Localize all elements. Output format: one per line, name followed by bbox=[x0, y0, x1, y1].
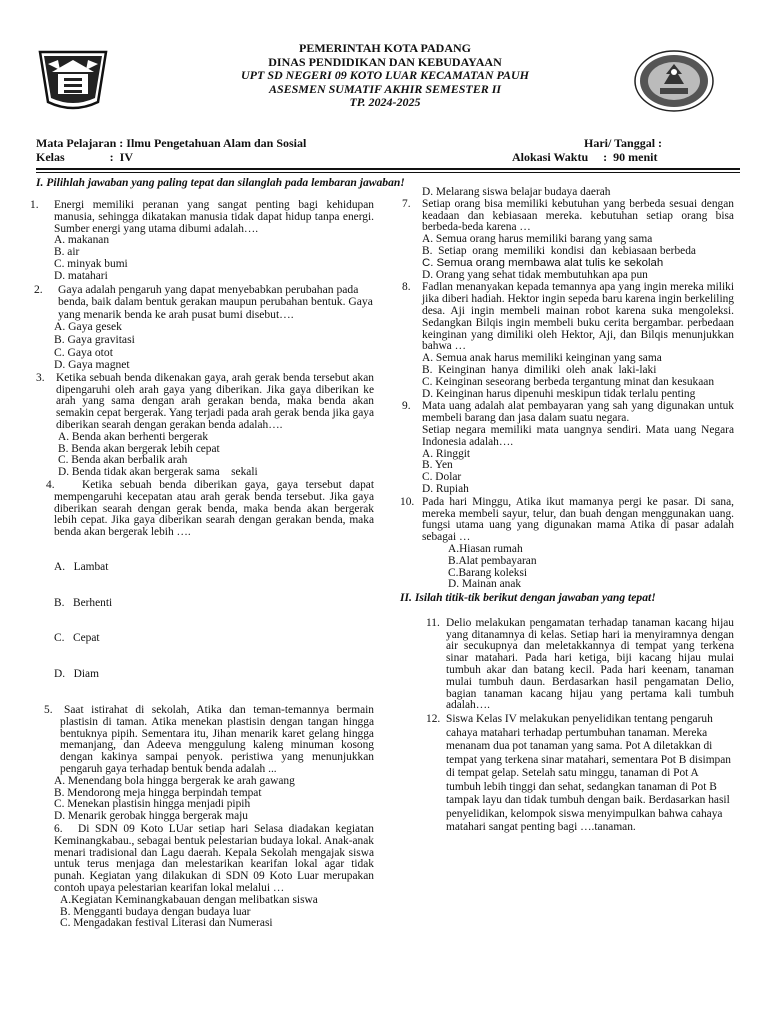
question-text: Ketika sebuah benda diberikan gaya, gaya tersebut dapat mempengaruhi kecepatan atau arah gerak benda tersebut. Jika gaya diberikan searah dengan gerak benda, maka benda akan bergerak lebih cepat. Jika gaya diberikan searah dengan gerakan benda, maka benda akan bergerak lebih …. bbox=[54, 478, 374, 539]
option-c[interactable]: C. Benda akan berbalik arah bbox=[58, 454, 188, 467]
subject-label: Mata Pelajaran : Ilmu Pengetahuan Alam dan Sosial bbox=[36, 136, 307, 150]
option-c[interactable]: C. Menekan plastisin hingga menjadi pipih bbox=[54, 798, 251, 811]
question-number: 12. bbox=[426, 713, 441, 726]
question-number: 8. bbox=[402, 281, 411, 294]
question-9 bbox=[402, 401, 734, 495]
right-column bbox=[402, 187, 734, 835]
option-d[interactable]: D. Rupiah bbox=[422, 482, 469, 495]
option-c[interactable]: C. Keinginan seseorang berbeda tergantung minat dan kesukaan bbox=[422, 375, 715, 388]
question-number: 2. bbox=[34, 282, 43, 296]
option-a[interactable]: A. Lambat bbox=[54, 561, 109, 574]
option-d[interactable]: D. Gaya magnet bbox=[54, 358, 130, 372]
question-3 bbox=[36, 373, 374, 479]
exam-meta bbox=[36, 137, 736, 164]
option-b[interactable]: B. Mengganti budaya dengan budaya luar bbox=[60, 905, 251, 918]
question-number: 11. bbox=[426, 616, 440, 629]
option-b[interactable]: B. Gaya gravitasi bbox=[54, 332, 135, 346]
question-number: 4. bbox=[46, 478, 55, 491]
option-c[interactable]: C. Gaya otot bbox=[54, 345, 113, 359]
question-number: 10. bbox=[400, 495, 415, 508]
tut-wuri-handayani-logo-icon bbox=[634, 50, 714, 112]
question-text: Siswa Kelas IV melakukan penyelidikan tentang pengaruh cahaya matahari terhadap pertumbuhan tanaman. Mereka menanam dua pot tanaman yang sama. Pot A diletakkan di tempat yang terkena sinar matahari, sementara Pot B disimpan di tempat gelap. Setelah satu minggu, tanaman di Pot A tumbuh lebih tinggi dan sehat, sedangkan tanaman di Pot B tampak layu dan tidak tumbuh dengan baik. Berdasarkan hasil penyelidikan, kelompok siswa menyimpulkan bahwa cahaya matahari sangat penting bagi ….tanaman. bbox=[446, 713, 731, 834]
option-d[interactable]: D. matahari bbox=[54, 269, 108, 282]
question-number: 5. bbox=[44, 704, 53, 717]
question-number: 9. bbox=[402, 400, 411, 413]
option-b[interactable]: B.Alat pembayaran bbox=[448, 554, 537, 567]
question-text: Ketika sebuah benda dikenakan gaya, arah gerak benda tersebut akan dipengaruhi oleh arah gaya yang diberikan. Jika gaya diberikan ke arah yang sama dengan arah gerakan benda, maka benda akan semakin cepat bergerak. Yang terjadi pada arah gerak benda jika gaya diberikan searah dengan gerakan benda adalah…. bbox=[56, 371, 374, 431]
question-number: 6. bbox=[54, 823, 63, 836]
option-d[interactable]: D. Menarik gerobak hingga bergerak maju bbox=[54, 810, 248, 823]
option-b[interactable]: B. Setiap orang memiliki kondisi dan kebiasaan berbeda bbox=[422, 244, 696, 257]
option-c[interactable]: C. Semua orang membawa alat tulis ke sekolah bbox=[422, 256, 664, 269]
option-d[interactable]: D. Mainan anak bbox=[448, 578, 522, 591]
header-line-4: ASESMEN SUMATIF AKHIR SEMESTER II bbox=[268, 81, 502, 96]
option-b[interactable]: B. Mendorong meja hingga berpindah tempat bbox=[54, 786, 262, 799]
time-allocation-label: Alokasi Waktu : 90 menit bbox=[512, 149, 658, 164]
header-line-5: TP. 2024-2025 bbox=[349, 95, 421, 110]
header-line-1: PEMERINTAH KOTA PADANG bbox=[298, 41, 471, 55]
option-d[interactable]: D. Orang yang sehat tidak membutuhkan apa pun bbox=[422, 268, 648, 281]
question-text: Fadlan menanyakan kepada temannya apa yang ingin mereka miliki jika diberi hadiah. Hektor ingin sepeda baru karena ingin berkeliling desa. Aji ingin membeli mainan robot karena suka mengoleksi. Sedangkan Bilqis ingin membeli buku cerita bergambar. perbedaan keinginan yang dimiliki oleh Hektor, Aji, dan Bilqis menunjukkan bahwa … bbox=[422, 281, 734, 353]
option-d[interactable]: D. Diam bbox=[54, 667, 99, 680]
question-10 bbox=[402, 497, 734, 591]
option-a[interactable]: A. Semua anak harus memiliki keinginan yang sama bbox=[422, 352, 662, 365]
question-text: Pada hari Minggu, Atika ikut mamanya pergi ke pasar. Di sana, mereka membeli sayur, telur, dan buah dengan menggunakan uang. fungsi utama uang yang digunakan mama Atika di pasar adalah sebagai … bbox=[422, 495, 734, 544]
header-line-3: UPT SD NEGERI 09 KOTO LUAR KECAMATAN PAUH bbox=[241, 68, 529, 83]
question-number: 1. bbox=[30, 199, 39, 211]
padang-city-emblem-icon bbox=[38, 48, 108, 112]
question-text-2: Setiap negara memiliki mata uangnya sendiri. Mata uang Negara Indonesia adalah…. bbox=[422, 423, 734, 448]
option-a[interactable]: A. Menendang bola hingga bergerak ke arah gawang bbox=[54, 774, 295, 787]
option-c[interactable]: C. Dolar bbox=[422, 471, 462, 484]
question-text: Gaya adalah pengaruh yang dapat menyebabkan perubahan pada benda, baik dalam bentuk gerakan maupun perubahan bentuk. Gaya yang menarik benda ke arah pusat bumi disebut…. bbox=[58, 282, 373, 321]
document-header bbox=[150, 42, 620, 110]
option-a[interactable]: A. Benda akan berhenti bergerak bbox=[58, 430, 209, 443]
option-a[interactable]: A. makanan bbox=[54, 234, 110, 247]
option-a[interactable]: A. Gaya gesek bbox=[54, 320, 122, 334]
left-column bbox=[30, 199, 374, 931]
option-a[interactable]: A.Hiasan rumah bbox=[448, 542, 523, 555]
option-c[interactable]: C.Barang koleksi bbox=[448, 566, 528, 579]
option-c[interactable]: C. Cepat bbox=[54, 632, 100, 645]
question-2 bbox=[36, 284, 374, 372]
question-1 bbox=[30, 199, 374, 283]
option-b[interactable]: B. Keinginan hanya dimiliki oleh anak laki-laki bbox=[422, 363, 657, 376]
option-b[interactable]: B. Yen bbox=[422, 459, 453, 472]
question-text: Mata uang adalah alat pembayaran yang sah yang digunakan untuk membeli barang dan jasa dalam suatu negara. bbox=[422, 400, 734, 425]
header-line-2: DINAS PENDIDIKAN DAN KEBUDAYAAN bbox=[268, 54, 502, 69]
question-text: Setiap orang bisa memiliki kebutuhan yang berbeda sesuai dengan keadaan dan kebiasaan mereka. kebutuhan setiap orang bisa berbeda-beda karena … bbox=[422, 197, 734, 234]
option-b[interactable]: B. Berhenti bbox=[54, 596, 113, 609]
question-5 bbox=[36, 705, 374, 823]
question-12 bbox=[402, 713, 734, 835]
question-text: Di SDN 09 Koto LUar setiap hari Selasa diadakan kegiatan Keminangkabau., sebagai bentuk pelestarian budaya lokal. Anak-anak menari tradisional dan Lagu daerah. Kepala Sekolah mengajak siswa untuk terus menjaga dan melestarikan kearifan lokal agar tidak punah. Kegiatan yang dilakukan di SDN 09 Koto Luar merupakan contoh upaya pelestarian kearifan lokal melalui … bbox=[54, 823, 374, 894]
question-number: 3. bbox=[36, 371, 45, 384]
option-b[interactable]: B. air bbox=[54, 246, 80, 259]
question-8 bbox=[402, 282, 734, 400]
question-11 bbox=[402, 618, 734, 712]
class-label: Kelas : IV bbox=[36, 149, 133, 164]
option-d[interactable]: D. Keinginan harus dipenuhi meskipun tidak terlalu penting bbox=[422, 387, 696, 400]
question-6 bbox=[36, 824, 374, 930]
question-text: Delio melakukan pengamatan terhadap tanaman kacang hijau yang ditanamnya di kelas. Setiap hari ia menyiramnya dengan air secukupnya dan meletakkannya di tempat yang terkena sinar matahari. Pada hari ketiga, biji kacang hijau mulai tumbuh akar dan batang kecil. Pada hari keenam, tanaman mulai tumbuh daun. Berdasarkan hasil pengamatan Delio, bagian tanaman kacang hijau yang pertama kali tumbuh adalah…. bbox=[446, 616, 734, 712]
question-text: Energi memiliki peranan yang sangat penting bagi kehidupan manusia, sehingga dikatakan manusia tidak dapat hidup tanpa energi. Sumber energi yang utama dibumi adalah…. bbox=[54, 199, 374, 235]
question-7 bbox=[402, 199, 734, 282]
option-a[interactable]: A.Kegiatan Keminangkabauan dengan melibatkan siswa bbox=[60, 893, 318, 906]
section-2-title: II. Isilah titik-tik berikut dengan jawaban yang tepat! bbox=[400, 591, 656, 605]
header-divider-thick bbox=[36, 168, 740, 170]
option-a[interactable]: A. Ringgit bbox=[422, 447, 471, 460]
question-text: Saat istirahat di sekolah, Atika dan teman-temannya bermain plastisin di taman. Atika menekan plastisin dengan tangan hingga bentuknya pipih. Sementara itu, Jihan menarik karet gelang hingga memanjang, dan Adeeva menggulung kaleng minuman kosong dengan kakinya sampai penyok. peristiwa yang menunjukkan pengaruh gaya terhadap bentuk benda adalah ... bbox=[60, 704, 374, 776]
option-c[interactable]: C. minyak bumi bbox=[54, 257, 128, 270]
header-divider-thin bbox=[36, 172, 740, 173]
option-c[interactable]: C. Mengadakan festival Literasi dan Numerasi bbox=[60, 917, 273, 930]
question-4 bbox=[36, 480, 374, 704]
option-d[interactable]: D. Benda tidak akan bergerak sama sekali bbox=[58, 466, 258, 479]
section-1-title: I. Pilihlah jawaban yang paling tepat dan silanglah pada lembaran jawaban! bbox=[36, 176, 405, 189]
option-a[interactable]: A. Semua orang harus memiliki barang yang sama bbox=[422, 233, 653, 246]
day-date-label: Hari/ Tanggal : bbox=[584, 136, 663, 150]
option-b[interactable]: B. Benda akan bergerak lebih cepat bbox=[58, 442, 220, 455]
question-number: 7. bbox=[402, 197, 411, 210]
question-6-option-d[interactable]: D. Melarang siswa belajar budaya daerah bbox=[422, 186, 611, 198]
